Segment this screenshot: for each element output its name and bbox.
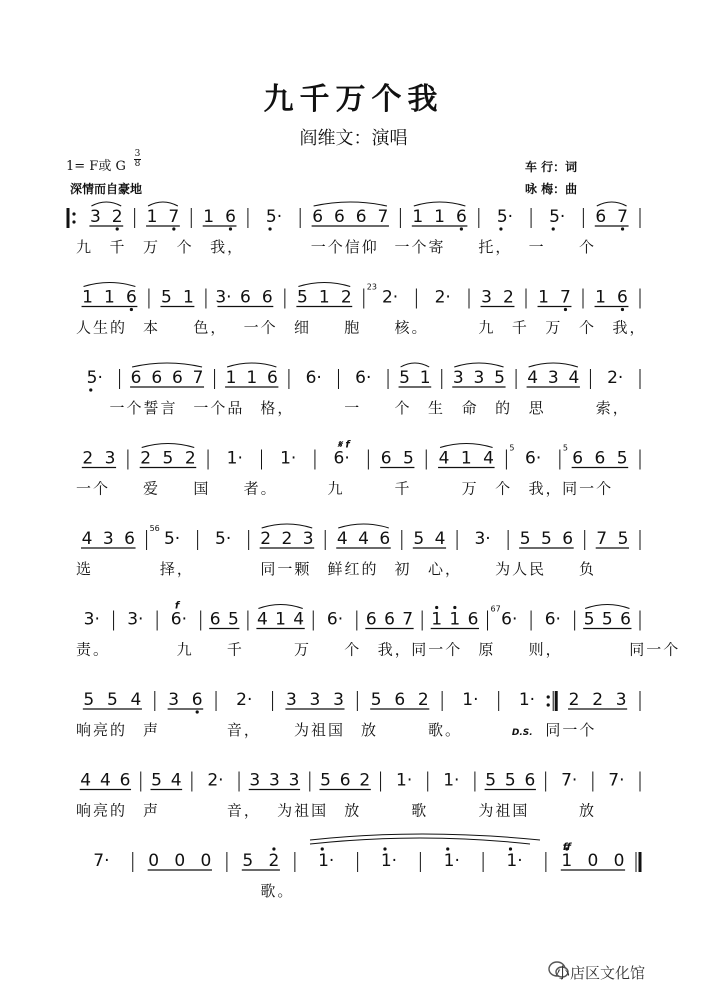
note: 5 [161, 287, 172, 308]
note: 1· [226, 448, 243, 469]
lyric: 负 [578, 560, 596, 578]
tie [310, 838, 530, 844]
note: 7 [402, 609, 414, 630]
note: 6 [266, 368, 278, 388]
note: 6 [151, 368, 163, 388]
note: 6 [225, 207, 236, 227]
lyric: 万 [293, 640, 311, 659]
note: 3 [481, 287, 492, 308]
note: 5 [320, 770, 331, 791]
note: 5 [403, 448, 414, 469]
lyric: 一个品 [193, 399, 245, 417]
lyric: 同一个 [562, 479, 614, 498]
time-numerator: 3 [134, 149, 141, 159]
note: 6 [261, 287, 273, 308]
repeat-dot [72, 212, 75, 215]
lyric: 音， [226, 801, 261, 820]
octave-dot-above [272, 847, 275, 850]
octave-dot-below [196, 710, 199, 713]
note: 3 [333, 690, 344, 710]
lyric: 本 [143, 318, 161, 337]
note: 1 [318, 287, 330, 308]
note: 1· [443, 770, 460, 791]
lyric: 一个 [243, 318, 278, 337]
lyric: 者。 [243, 479, 278, 498]
note: 1 [538, 287, 549, 308]
dynamic-mark: 𝄋 f [337, 439, 350, 451]
note: 1 [460, 448, 472, 469]
note: 6 [384, 609, 395, 630]
note: 1 [182, 287, 194, 308]
note: 2 [281, 529, 293, 549]
lyric: 选 [76, 560, 94, 578]
slur [258, 605, 302, 609]
octave-dot-below [130, 308, 133, 311]
note: 4 [81, 529, 93, 549]
note: 1· [318, 851, 335, 871]
note: 5 [370, 690, 382, 710]
lyric: 鲜红的 [327, 560, 379, 578]
note: 7 [168, 207, 180, 227]
note: 7· [608, 770, 625, 791]
octave-dot-below [229, 227, 232, 230]
lyric: 原 [478, 640, 496, 659]
note: 5· [496, 207, 514, 227]
note: 7· [93, 851, 110, 871]
octave-dot-below [89, 388, 92, 391]
note: 5 [583, 609, 595, 630]
lyric: 我， [528, 479, 563, 498]
note: 1 [431, 609, 443, 630]
note: 2 [592, 690, 604, 710]
watermark: 小店区文化馆 [555, 964, 646, 982]
lyric: 个 [578, 238, 596, 256]
octave-dot-below [268, 227, 271, 230]
lyric: 同一个 [629, 640, 681, 659]
note: 6· [305, 368, 322, 388]
note: 1 [595, 287, 606, 308]
slur [338, 524, 389, 528]
note: 4 [80, 770, 92, 791]
grace-note: 56 [149, 524, 160, 533]
grace-note: 5 [509, 443, 515, 453]
lyric: 千 [511, 318, 529, 337]
slur [585, 605, 629, 609]
note: 5 [617, 529, 629, 549]
lyric: 索， [595, 399, 630, 417]
lyric: 为祖国 [293, 721, 345, 739]
lyric: 生 [428, 399, 446, 417]
note: 5 [83, 690, 95, 710]
lyric: 千 [226, 640, 244, 659]
note: 6 [339, 770, 351, 791]
octave-dot-below [621, 308, 624, 311]
note: 7· [561, 770, 578, 791]
repeat-dot [72, 220, 75, 223]
note: 3 [288, 770, 300, 791]
note: 4 [336, 529, 348, 549]
tie [310, 834, 540, 840]
lyric: 千 [109, 238, 127, 256]
note: 2 [111, 207, 123, 227]
note: 7 [560, 287, 571, 308]
octave-dot-above [446, 847, 449, 850]
lyric: 个 [394, 399, 412, 417]
dynamic-mark: ff [562, 842, 572, 853]
note: 1 [225, 368, 237, 388]
lyric: 托， [478, 238, 513, 256]
note: 1· [518, 690, 536, 710]
note: 2 [260, 529, 272, 549]
tempo-marking: 深情而自豪地 [70, 182, 143, 196]
lyric: 个 [344, 640, 362, 659]
note: 3 [249, 770, 261, 791]
note: 4 [99, 770, 111, 791]
note: 3 [302, 529, 314, 549]
note: 6 [594, 448, 606, 469]
lyric: 责。 [76, 640, 111, 659]
note: 1 [275, 609, 286, 630]
lyric: 九 [76, 238, 94, 256]
dynamic-mark: f [174, 600, 180, 612]
lyric: 思 [528, 399, 546, 417]
lyric: 为祖国 [478, 801, 530, 820]
note: 3· [215, 287, 232, 308]
key-signature: 1= F或 G [66, 159, 126, 174]
note: 1 [412, 207, 424, 227]
lyric: 爱 [143, 479, 161, 498]
note: 1 [146, 207, 158, 227]
octave-dot-below [499, 227, 502, 230]
note: 4 [293, 609, 305, 630]
note: 1 [561, 851, 573, 871]
octave-dot-above [321, 847, 324, 850]
octave-dot-above [453, 606, 456, 609]
lyric: 的 [495, 399, 513, 417]
lyric: D.S. [511, 728, 533, 738]
lyric: 歌。 [428, 721, 463, 739]
note: 5 [106, 690, 118, 710]
note: 4 [358, 529, 369, 549]
lyric: 声 [143, 801, 161, 820]
note: 6· [525, 448, 542, 469]
lyric: 千 [394, 479, 412, 498]
note: 1· [280, 448, 297, 469]
note: 4 [130, 690, 142, 710]
note: 6· [326, 609, 344, 630]
note: 5· [163, 529, 181, 549]
slur [262, 524, 313, 528]
note: 5 [519, 529, 531, 549]
note: 6 [239, 287, 251, 308]
composer-credit: 咏 梅：曲 [525, 182, 578, 196]
note: 6 [380, 448, 392, 469]
note: 3· [83, 609, 100, 630]
note: 1 [203, 207, 215, 227]
note: 2 [503, 287, 514, 308]
note: 2 [184, 448, 196, 469]
note: 6 [119, 770, 131, 791]
note: 3 [615, 690, 627, 710]
lyric: 响亮的 [76, 801, 128, 820]
octave-dot-below [172, 227, 175, 230]
note: 5 [242, 851, 254, 871]
slur [401, 363, 430, 367]
note: 5 [485, 770, 497, 791]
slur [314, 202, 387, 206]
note: 2· [236, 690, 253, 710]
note: 2 [417, 690, 429, 710]
note: 3 [90, 207, 101, 227]
note: 2 [140, 448, 152, 469]
octave-dot-above [383, 847, 386, 850]
lyric: 则， [528, 640, 563, 659]
lyric: 为祖国 [277, 801, 329, 820]
note: 6 [524, 770, 536, 791]
note: 6 [562, 529, 574, 549]
lyric: 歌。 [260, 882, 295, 900]
note: 2 [568, 690, 580, 710]
lyric: 九 [478, 318, 496, 337]
note: 5 [162, 448, 174, 469]
lyric: 一个誓言 [109, 399, 178, 417]
note: 7 [596, 529, 608, 549]
slur [440, 444, 493, 448]
lyric: 九 [327, 479, 345, 498]
lyric: 我， [377, 640, 412, 659]
lyric: 响亮的 [76, 721, 128, 739]
note: 4 [438, 448, 450, 469]
note: 1· [443, 851, 460, 871]
note: 6 [595, 207, 607, 227]
lyric: 九 [176, 640, 194, 659]
note: 1 [419, 368, 431, 388]
note: 2 [359, 770, 371, 791]
grace-note: 5 [562, 443, 568, 453]
note: 6 [124, 529, 135, 549]
lyric: 择， [159, 560, 194, 578]
note: 1 [82, 287, 93, 308]
lyric: 我， [210, 238, 245, 256]
note: 3 [104, 448, 116, 469]
note: 5· [549, 207, 566, 227]
note: 6 [125, 287, 137, 308]
grace-note: 23 [366, 282, 377, 292]
note: 1 [434, 207, 446, 227]
lyric: 万 [545, 318, 563, 337]
time-denominator: 8 [134, 159, 141, 169]
slur [148, 202, 178, 206]
note: 0 [587, 851, 599, 871]
note: 4 [257, 609, 268, 630]
note: 0 [148, 851, 160, 871]
note: 5 [413, 529, 425, 549]
note: 6 [394, 690, 406, 710]
note: 2 [340, 287, 352, 308]
note: 4 [527, 368, 539, 388]
note: 1 [104, 287, 115, 308]
note: 4 [170, 770, 182, 791]
lyric: 放 [361, 721, 379, 739]
slur [454, 363, 503, 367]
note: 1· [380, 851, 398, 871]
lyric: 一 [344, 399, 362, 417]
lyric: 一 [528, 238, 546, 256]
note: 6· [355, 368, 372, 388]
note: 3 [473, 368, 485, 388]
slur [91, 202, 121, 206]
note: 6 [617, 287, 628, 308]
slur [529, 363, 578, 367]
note: 6· [170, 609, 188, 630]
note: 5 [227, 609, 239, 630]
slur [84, 283, 136, 287]
note: 5 [601, 609, 613, 630]
lyric: 心， [428, 560, 463, 578]
lyric: 细 [293, 318, 311, 337]
note: 4 [568, 368, 580, 388]
note: 7 [617, 207, 628, 227]
note: 3 [285, 690, 297, 710]
lyric: 歌 [411, 801, 429, 820]
note: 6 [171, 368, 183, 388]
octave-dot-below [460, 227, 463, 230]
note: 7 [377, 207, 389, 227]
note: 0 [613, 851, 625, 871]
lyric: 万 [143, 238, 161, 256]
note: 7 [192, 368, 204, 388]
title: 九千万个我 [263, 82, 444, 117]
lyric: 万 [461, 479, 479, 498]
grace-note: 67 [490, 604, 501, 614]
lyric: 放 [578, 801, 596, 820]
note: 6 [572, 448, 584, 469]
note: 6 [365, 609, 377, 630]
lyric: 一个信仰 [310, 238, 379, 256]
note: 1 [246, 368, 258, 388]
lyric: 同一颗 [260, 560, 312, 578]
note: 6 [333, 207, 345, 227]
note: 2· [434, 287, 451, 308]
note: 3 [547, 368, 559, 388]
note: 5 [296, 287, 308, 308]
note: 6 [355, 207, 367, 227]
lyric: 初 [394, 560, 412, 578]
lyric: 放 [344, 801, 362, 820]
note: 4 [483, 448, 495, 469]
lyric: 格， [260, 399, 295, 417]
lyric: 核。 [394, 318, 429, 337]
note: 1· [506, 851, 523, 871]
note: 6 [379, 529, 391, 549]
lyricist-credit: 车 行：词 [525, 160, 578, 174]
note: 2· [607, 368, 624, 388]
note: 5· [215, 529, 232, 549]
lyric: 同一个 [545, 721, 597, 739]
note: 2· [207, 770, 224, 791]
lyric: 个 [176, 238, 194, 256]
lyric: 为人民 [495, 560, 547, 578]
singer-credit: 阎维文：演唱 [299, 128, 408, 149]
note: 6 [455, 207, 467, 227]
octave-dot-below [116, 227, 119, 230]
lyric: 命 [461, 399, 479, 417]
lyric: 同一个 [411, 640, 463, 659]
repeat-dot [547, 695, 550, 698]
note: 3 [102, 529, 114, 549]
slur [142, 444, 195, 448]
note: 3· [127, 609, 144, 630]
note: 5 [504, 770, 516, 791]
slur [132, 363, 202, 367]
lyric: 人生的 [76, 318, 128, 337]
note: 0 [174, 851, 186, 871]
octave-dot-below [621, 227, 624, 230]
note: 2 [82, 448, 94, 469]
repeat-dot [547, 703, 550, 706]
note: 2· [381, 287, 399, 308]
slur [414, 202, 466, 206]
note: 6· [333, 448, 350, 469]
octave-dot-below [552, 227, 555, 230]
note: 3· [474, 529, 491, 549]
note: 5 [151, 770, 162, 791]
note: 3 [268, 770, 280, 791]
note: 5 [494, 368, 505, 388]
note: 0 [200, 851, 212, 871]
lyric: 胞 [344, 318, 362, 337]
note: 6· [544, 609, 561, 630]
note: 6 [467, 609, 479, 630]
note: 1 [449, 609, 461, 630]
note: 6 [130, 368, 142, 388]
note: 2 [268, 851, 280, 871]
lyric: 音， [226, 721, 261, 739]
note: 5 [541, 529, 552, 549]
note: 5· [265, 207, 283, 227]
note: 1· [396, 770, 413, 791]
note: 3 [452, 368, 464, 388]
lyric: 色， [193, 318, 228, 337]
lyric: 个 [495, 479, 513, 498]
octave-dot-below [564, 308, 567, 311]
note: 6· [501, 609, 518, 630]
octave-dot-above [435, 606, 438, 609]
lyric: 国 [193, 479, 211, 498]
slur [227, 363, 276, 367]
note: 4 [434, 529, 446, 549]
lyric: 一个 [76, 479, 111, 498]
lyric: 个 [578, 318, 596, 337]
lyric: 一个寄 [394, 238, 446, 256]
note: 5 [616, 448, 628, 469]
note: 3 [168, 690, 180, 710]
slur [597, 202, 627, 206]
note: 6 [620, 609, 631, 630]
slur [298, 283, 350, 287]
lyric: 声 [143, 721, 161, 739]
note: 3 [309, 690, 321, 710]
note: 6 [209, 609, 221, 630]
lyric: 我， [612, 318, 647, 337]
note: 5· [86, 368, 103, 388]
note: 6 [312, 207, 324, 227]
octave-dot-above [509, 847, 512, 850]
note: 6 [191, 690, 203, 710]
note: 1· [462, 690, 479, 710]
note: 5 [399, 368, 410, 388]
